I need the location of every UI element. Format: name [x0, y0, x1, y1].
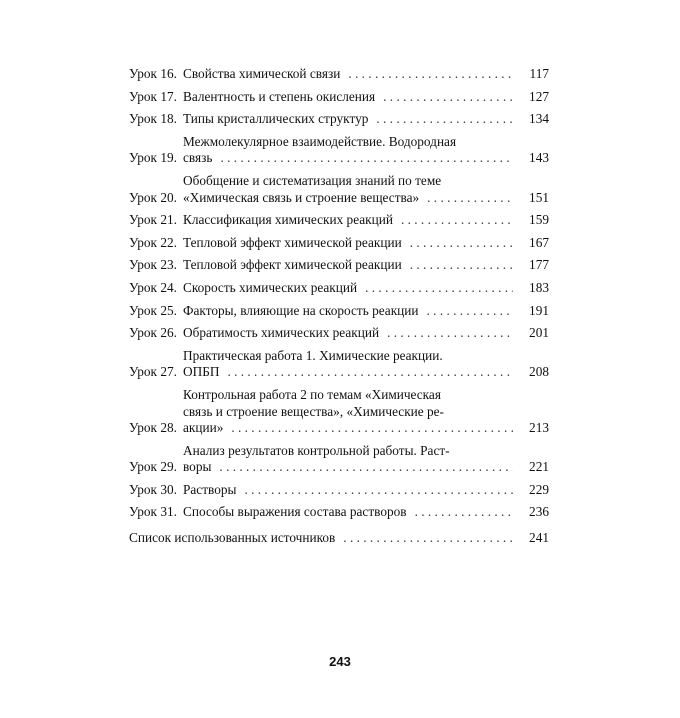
dot-leader [407, 504, 513, 521]
dot-leader [402, 257, 513, 274]
dot-leader [379, 325, 513, 342]
lesson-title [183, 387, 513, 437]
dot-leader [223, 420, 513, 437]
folio-page-number: 243 [329, 654, 351, 669]
lesson-title [183, 482, 513, 499]
page-number: 221 [529, 459, 549, 475]
page-number: 183 [529, 279, 549, 295]
lesson-number: Урок 23. [129, 257, 177, 273]
dot-leader [211, 459, 513, 476]
title-line: «Химическая связь и строение вещества» [183, 189, 420, 205]
dot-leader [236, 482, 513, 499]
toc-entry[interactable] [129, 173, 549, 206]
lesson-title [183, 303, 513, 320]
page-number: 134 [529, 111, 549, 127]
lesson-title [183, 111, 513, 128]
lesson-title [183, 173, 513, 206]
page-number: 127 [529, 88, 549, 104]
title-line: Факторы, влияющие на скорость реакции [183, 302, 419, 318]
lesson-title [183, 504, 513, 521]
title-line: Растворы [183, 481, 237, 497]
page-number: 208 [529, 364, 549, 380]
dot-leader [335, 530, 513, 547]
lesson-title [183, 212, 513, 229]
toc-entry[interactable] [129, 303, 549, 320]
toc-entry[interactable] [129, 482, 549, 499]
title-line: ОПБП [183, 364, 220, 380]
lesson-title [183, 257, 513, 274]
lesson-number: Урок 17. [129, 88, 177, 104]
toc-entry[interactable] [129, 443, 549, 476]
page-number: 159 [529, 212, 549, 228]
page-number: 213 [529, 420, 549, 436]
lesson-number: Урок 18. [129, 111, 177, 127]
title-line: Межмолекулярное взаимодействие. Водородная [183, 133, 457, 149]
lesson-title [183, 235, 513, 252]
lesson-number: Урок 26. [129, 325, 177, 341]
toc-entry[interactable] [129, 348, 549, 381]
title-line: Валентность и степень окисления [183, 88, 376, 104]
toc-entry[interactable] [129, 212, 549, 229]
toc-entry[interactable] [129, 257, 549, 274]
title-line: Обратимость химических реакций [183, 325, 380, 341]
lesson-number: Урок 31. [129, 504, 177, 520]
dot-leader [340, 66, 513, 83]
lesson-title [183, 134, 513, 167]
lesson-number: Урок 30. [129, 481, 177, 497]
lesson-number: Урок 21. [129, 212, 177, 228]
title-line: Анализ результатов контрольной работы. Раст- [183, 442, 450, 458]
title-line: связь и строение вещества», «Химические ре- [183, 403, 444, 419]
title-line: Тепловой эффект химической реакции [183, 257, 402, 273]
lesson-number: Урок 16. [129, 66, 177, 81]
title-line: Практическая работа 1. Химические реакции. [183, 347, 443, 363]
page-number: 191 [529, 302, 549, 318]
lesson-title [183, 66, 513, 83]
title-line: Типы кристаллических структур [183, 111, 369, 127]
toc-entry[interactable] [129, 325, 549, 342]
dot-leader [375, 89, 513, 106]
dot-leader [357, 280, 513, 297]
dot-leader [419, 303, 513, 320]
page-number: 143 [529, 150, 549, 166]
lesson-number: Урок 24. [129, 279, 177, 295]
page-number: 117 [529, 66, 549, 81]
lesson-number: Урок 27. [129, 364, 177, 380]
title-line: связь [183, 150, 213, 166]
lesson-title [183, 325, 513, 342]
lesson-title [183, 443, 513, 476]
page-number: 167 [529, 234, 549, 250]
lesson-number: Урок 22. [129, 234, 177, 250]
title-line: Классификация химических реакций [183, 212, 393, 228]
title-line: Обобщение и систематизация знаний по теме [183, 172, 442, 188]
page-number: 229 [529, 481, 549, 497]
page-number: 177 [529, 257, 549, 273]
lesson-number: Урок 19. [129, 150, 177, 166]
page-number: 241 [529, 530, 549, 546]
page-number: 201 [529, 325, 549, 341]
title-line: акции» [183, 420, 224, 436]
title-line: Скорость химических реакций [183, 279, 358, 295]
dot-leader [368, 111, 513, 128]
dot-leader [212, 150, 513, 167]
toc-entry[interactable] [129, 235, 549, 252]
title-line: Список использованных источников [129, 530, 336, 546]
title-line: Тепловой эффект химической реакции [183, 234, 402, 250]
lesson-number: Урок 28. [129, 420, 177, 436]
dot-leader [419, 190, 513, 207]
page-number: 236 [529, 504, 549, 520]
toc-entry[interactable] [129, 387, 549, 437]
dot-leader [219, 364, 513, 381]
lesson-number: Урок 25. [129, 302, 177, 318]
toc-entry[interactable] [129, 89, 549, 106]
page-number: 151 [529, 189, 549, 205]
table-of-contents [129, 66, 549, 553]
toc-entry[interactable] [129, 134, 549, 167]
toc-entry-sources[interactable] [129, 530, 549, 547]
title-line: Свойства химической связи [183, 66, 341, 81]
title-line: Способы выражения состава растворов [183, 504, 407, 520]
toc-entry[interactable] [129, 66, 549, 83]
title-line: Контрольная работа 2 по темам «Химическая [183, 386, 441, 402]
sources-title [129, 530, 513, 547]
lesson-title [183, 348, 513, 381]
lesson-number: Урок 29. [129, 459, 177, 475]
lesson-title [183, 89, 513, 106]
toc-entry[interactable] [129, 111, 549, 128]
dot-leader [393, 212, 513, 229]
title-line: воры [183, 459, 212, 475]
toc-entry[interactable] [129, 280, 549, 297]
dot-leader [402, 235, 513, 252]
toc-entry[interactable] [129, 504, 549, 521]
lesson-number: Урок 20. [129, 189, 177, 205]
lesson-title [183, 280, 513, 297]
